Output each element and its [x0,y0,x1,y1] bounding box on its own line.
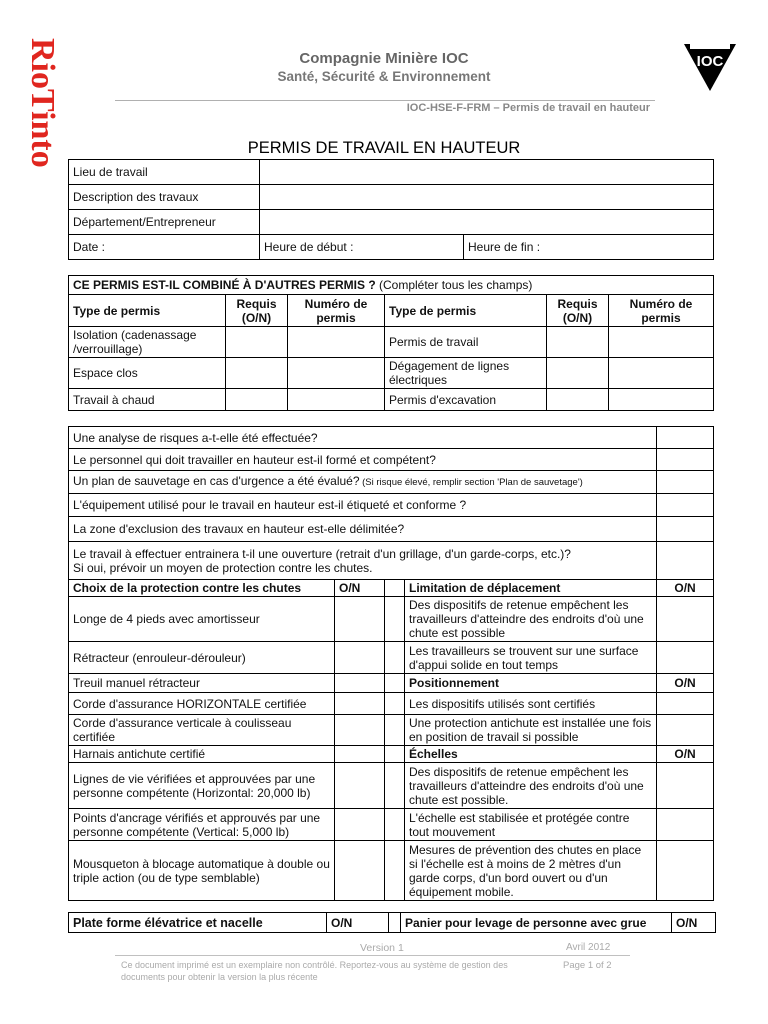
date-field[interactable]: Date : [69,235,260,260]
requis-field[interactable] [547,327,609,358]
description-field[interactable] [260,185,714,210]
protection-answer[interactable] [335,715,385,746]
separator-cell [385,809,405,841]
protection-item: Corde d'assurance HORIZONTALE certifiée [69,693,335,715]
separator-cell [385,715,405,746]
protection-item: Treuil manuel rétracteur [69,674,335,693]
panier-on[interactable]: O/N [672,913,716,933]
question-equipment-tagged: L'équipement utilisé pour le travail en hauteur est-il étiqueté et conforme ? [69,494,657,517]
answer-field[interactable] [657,427,714,449]
echelles-answer[interactable] [657,809,714,841]
echelles-item: Des dispositifs de retenue empêchent les travailleurs d'atteindre des endroits d'où une chute est possible. [405,763,657,809]
height-work-checklist [68,426,714,901]
protection-item: Lignes de vie vérifiées et approuvées par une personne compétente (Horizontal: 20,000 lb) [69,763,335,809]
protection-answer[interactable] [335,597,385,642]
limitation-heading: Limitation de déplacement [405,580,657,597]
requis-field[interactable] [226,327,288,358]
footer-divider [115,955,630,956]
permit-espace-clos: Espace clos [69,358,226,389]
plateforme-on[interactable]: O/N [327,913,389,933]
protection-on-heading: O/N [335,580,385,597]
numero-field[interactable] [609,358,714,389]
echelles-heading: Échelles [405,746,657,763]
protection-answer[interactable] [335,674,385,693]
protection-answer[interactable] [335,763,385,809]
footer-page: Page 1 of 2 [563,960,612,971]
separator-cell [385,841,405,901]
question-rescue-plan-text: Un plan de sauvetage en cas d'urgence a été évalué? [73,474,360,488]
positionnement-on-heading: O/N [657,674,714,693]
answer-field[interactable] [657,542,714,580]
question-risk-analysis: Une analyse de risques a-t-elle été effectuée? [69,427,657,449]
numero-field[interactable] [288,389,385,411]
numero-field[interactable] [288,358,385,389]
echelles-on-heading: O/N [657,746,714,763]
positionnement-item: Une protection antichute est installée une fois en position de travail si possible [405,715,657,746]
separator-cell [389,913,401,933]
numero-field[interactable] [609,327,714,358]
permit-travail: Permis de travail [385,327,547,358]
separator-cell [385,642,405,674]
protection-item: Points d'ancrage vérifiés et approuvés par une personne compétente (Vertical: 5,000 lb) [69,809,335,841]
permit-lignes-electriques: Dégagement de lignes électriques [385,358,547,389]
work-info-table [68,159,714,260]
heure-fin-field[interactable]: Heure de fin : [464,235,714,260]
positionnement-answer[interactable] [657,715,714,746]
question-opening-line1: Le travail à effectuer entrainera t-il une ouverture (retrait d'un grillage, d'un garde-corps, etc.)? [73,546,571,561]
separator-cell [385,580,405,597]
plateforme-label: Plate forme élévatrice et nacelle [69,913,327,933]
ioc-logo-graphic [684,42,736,92]
footer-note: Ce document imprimé est un exemplaire non contrôlé. Reportez-vous au système de gestion des documents pour obtenir la version la plus récente [121,960,508,982]
echelles-answer[interactable] [657,763,714,809]
positionnement-item: Les dispositifs utilisés sont certifiés [405,693,657,715]
protection-item: Longe de 4 pieds avec amortisseur [69,597,335,642]
col-numero-right: Numéro de permis [609,295,714,327]
permit-travail-chaud: Travail à chaud [69,389,226,411]
question-opening-line2: Si oui, prévoir un moyen de protection contre les chutes. [73,560,373,575]
permit-isolation: Isolation (cadenassage /verrouillage) [69,327,226,358]
document-reference: IOC-HSE-F-FRM – Permis de travail en hauteur [406,102,650,114]
departement-field[interactable] [260,210,714,235]
answer-field[interactable] [657,494,714,517]
lifting-equipment-table [68,912,716,933]
question-exclusion-zone: La zone d'exclusion des travaux en hauteur est-elle délimitée? [69,517,657,542]
echelles-item: L'échelle est stabilisée et protégée contre tout mouvement [405,809,657,841]
lieu-label: Lieu de travail [69,160,260,185]
limitation-on-heading: O/N [657,580,714,597]
col-requis-left: Requis (O/N) [226,295,288,327]
limitation-answer[interactable] [657,597,714,642]
combined-heading [69,276,714,295]
department-name: Santé, Sécurité & Environnement [277,69,491,84]
positionnement-answer[interactable] [657,693,714,715]
footer-version: Version 1 [360,942,404,954]
col-type-left: Type de permis [69,295,226,327]
protection-answer[interactable] [335,693,385,715]
question-rescue-plan [69,471,657,494]
combined-heading-text: CE PERMIS EST-IL COMBINÉ À D'AUTRES PERMIS ? [73,278,376,292]
positionnement-heading: Positionnement [405,674,657,693]
separator-cell [385,597,405,642]
echelles-item: Mesures de prévention des chutes en place si l'échelle est à moins de 2 mètres d'un garde corps, d'un bord ouvert ou d'un équipement mobile. [405,841,657,901]
form-title: PERMIS DE TRAVAIL EN HAUTEUR [247,139,521,157]
svg-text:RioTinto: RioTinto [24,38,61,168]
requis-field[interactable] [547,389,609,411]
echelles-answer[interactable] [657,841,714,901]
separator-cell [385,674,405,693]
protection-item: Rétracteur (enrouleur-dérouleur) [69,642,335,674]
numero-field[interactable] [609,389,714,411]
panier-label: Panier pour levage de personne avec grue [401,913,672,933]
protection-heading: Choix de la protection contre les chutes [69,580,335,597]
question-rescue-plan-note: (Si risque élevé, remplir section 'Plan de sauvetage') [359,477,583,488]
limitation-item: Les travailleurs se trouvent sur une surface d'appui solide en tout temps [405,642,657,674]
limitation-item: Des dispositifs de retenue empêchent les travailleurs d'atteindre des endroits d'où une chute est possible [405,597,657,642]
combined-heading-note: (Compléter tous les champs) [375,278,533,292]
requis-field[interactable] [226,389,288,411]
requis-field[interactable] [547,358,609,389]
limitation-answer[interactable] [657,642,714,674]
col-requis-right: Requis (O/N) [547,295,609,327]
col-type-right: Type de permis [385,295,547,327]
company-name: Compagnie Minière IOC [299,50,469,67]
protection-item: Corde d'assurance verticale à coulisseau certifiée [69,715,335,746]
departement-label: Département/Entrepreneur [69,210,260,235]
combined-permits-table [68,275,714,411]
protection-answer[interactable] [335,746,385,763]
protection-answer[interactable] [335,809,385,841]
permit-excavation: Permis d'excavation [385,389,547,411]
separator-cell [385,746,405,763]
footer-date: Avril 2012 [566,942,611,953]
numero-field[interactable] [288,327,385,358]
protection-answer[interactable] [335,841,385,901]
col-numero-left: Numéro de permis [288,295,385,327]
question-opening [69,542,657,580]
requis-field[interactable] [226,358,288,389]
question-personnel-trained: Le personnel qui doit travailler en hauteur est-il formé et compétent? [69,449,657,471]
separator-cell [385,763,405,809]
ioc-logo [684,42,736,92]
answer-field[interactable] [657,471,714,494]
heure-debut-field[interactable]: Heure de début : [260,235,464,260]
header-divider [115,100,655,101]
svg-text:IOC: IOC [696,53,724,70]
description-label: Description des travaux [69,185,260,210]
lieu-field[interactable] [260,160,714,185]
separator-cell [385,693,405,715]
protection-answer[interactable] [335,642,385,674]
answer-field[interactable] [657,517,714,542]
protection-item: Mousqueton à blocage automatique à double ou triple action (ou de type semblable) [69,841,335,901]
answer-field[interactable] [657,449,714,471]
protection-item: Harnais antichute certifié [69,746,335,763]
